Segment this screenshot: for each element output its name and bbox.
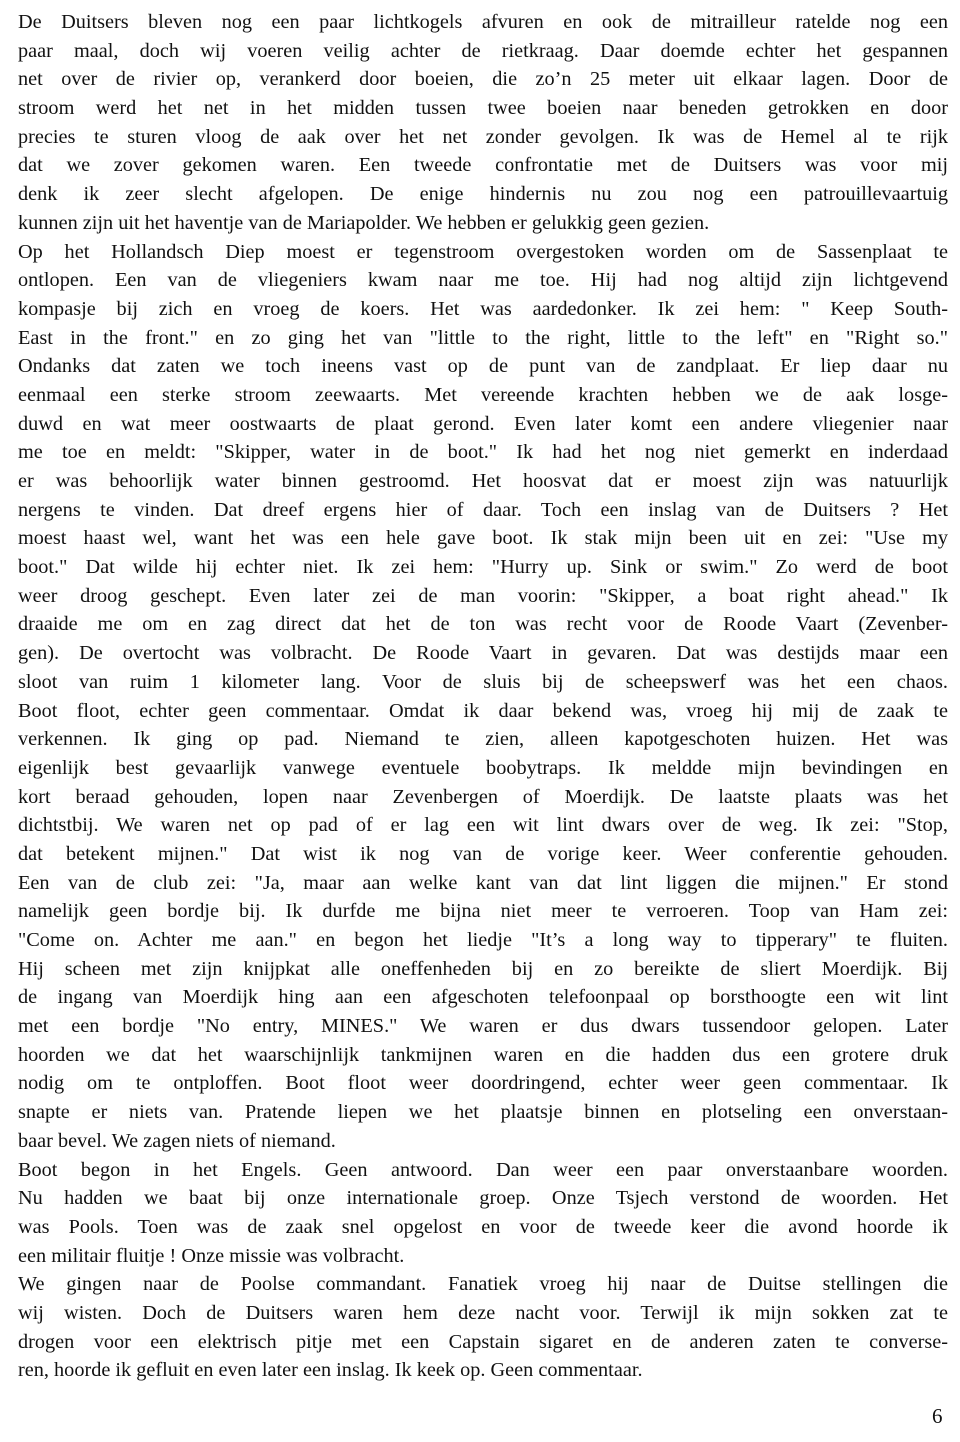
text-line: Op het Hollandsch Diep moest er tegenstroom overgestoken worden om de Sassenplaat te — [18, 240, 948, 263]
text-line: drogen voor een elektrisch pitje met een Capstain sigaret en de anderen zaten te converse- — [18, 1330, 948, 1353]
text-line: dichtstbij. We waren net op pad of er lag een wit lint dwars over de weg. Ik zei: "Stop, — [18, 814, 948, 837]
text-line: eenmaal een sterke stroom zeewaarts. Met vereende krachten hebben we de aak losge- — [18, 383, 948, 406]
text-line: nergens te vinden. Dat dreef ergens hier of daar. Toch een inslag van de Duitsers ? Het — [18, 498, 948, 521]
text-line: kort beraad gehouden, lopen naar Zevenbergen of Moerdijk. De laatste plaats was het — [18, 785, 948, 808]
text-line: de ingang van Moerdijk hing aan een afgeschoten telefoonpaal op borsthoogte een wit lint — [18, 986, 948, 1009]
text-line: verkennen. Ik ging op pad. Niemand te zien, alleen kapotgeschoten huizen. Het was — [18, 728, 948, 751]
text-line: ren, hoorde ik gefluit en even later een inslag. Ik keek op. Geen commentaar. — [18, 1359, 643, 1382]
body-text — [18, 8, 948, 1385]
text-line: wij wisten. Doch de Duitsers waren hem deze nacht voor. Terwijl ik mijn sokken zat te — [18, 1301, 948, 1324]
text-line: net over de rivier op, verankerd door boeien, die zo’n 25 meter uit elkaar lagen. Door de — [18, 68, 948, 91]
text-line: namelijk geen bordje bij. Ik durfde me bijna niet meer te verroeren. Toop van Ham zei: — [18, 900, 948, 923]
text-line: East in the front." en zo ging het van "little to the right, little to the left" en "Right so." — [18, 326, 948, 349]
text-line: nodig om te ontploffen. Boot floot weer doordringend, echter weer geen commentaar. Ik — [18, 1072, 948, 1095]
text-line: kunnen zijn uit het haventje van de Mariapolder. We hebben er gelukkig geen gezien. — [18, 211, 710, 234]
text-line: met een bordje "No entry, MINES." We waren er dus dwars tussendoor gelopen. Later — [18, 1015, 948, 1038]
text-line: hoorden we dat het waarschijnlijk tankmijnen waren en die hadden dus een grotere druk — [18, 1043, 948, 1066]
text-line: duwd en wat meer oostwaarts de plaat gerond. Even later komt een andere vliegenier naar — [18, 412, 948, 435]
text-line: gen). De overtocht was volbracht. De Roode Vaart in gevaren. Dat was destijds maar een — [18, 642, 948, 665]
text-line: ontlopen. Een van de vliegeniers kwam naar me toe. Hij had nog altijd zijn lichtgevend — [18, 269, 948, 292]
text-line: Hij scheen met zijn knijpkat alle oneffenheden bij en zo bereikte de sliert Moerdijk. Bij — [18, 957, 948, 980]
text-line: weer droog geschept. Even later zei de man voorin: "Skipper, a boat right ahead." Ik — [18, 584, 948, 607]
text-line: "Come on. Achter me aan." en begon het liedje "It’s a long way to tipperary" te fluiten. — [18, 929, 948, 951]
page-number: 6 — [932, 1404, 943, 1428]
text-line: denk ik zeer slecht afgelopen. De enige hindernis nu zou nog een patrouillevaartuig — [18, 183, 948, 206]
text-line: Ondanks dat zaten we toch ineens vast op de punt van de zandplaat. Er liep daar nu — [18, 355, 948, 378]
text-line: dat betekent mijnen." Dat wist ik nog van de vorige keer. Weer conferentie gehouden. — [18, 842, 948, 865]
text-line: precies te sturen vloog de aak over het net zonder gevolgen. Ik was de Hemel al te rijk — [18, 125, 948, 148]
text-line: Boot floot, echter geen commentaar. Omdat ik daar bekend was, vroeg hij mij de zaak te — [18, 699, 948, 722]
text-line: draaide me om en zag direct dat het de ton was recht voor de Roode Vaart (Zevenber- — [18, 613, 948, 636]
text-line: Boot begon in het Engels. Geen antwoord. Dan weer een paar onverstaanbare woorden. — [18, 1158, 948, 1181]
text-line: boot." Dat wilde hij echter niet. Ik zei hem: "Hurry up. Sink or swim." Zo werd de boot — [18, 556, 948, 579]
text-line: dat we zover gekomen waren. Een tweede confrontatie met de Duitsers was voor mij — [18, 154, 948, 177]
text-line: me toe en meldt: "Skipper, water in de boot." Ik had het nog niet gemerkt en inderdaad — [18, 441, 948, 464]
text-line: stroom werd het net in het midden tussen twee boeien naar beneden getrokken en door — [18, 97, 948, 120]
text-line: er was behoorlijk water binnen gestroomd. Het hoosvat dat er moest zijn was natuurlijk — [18, 470, 948, 492]
text-line: Een van de club zei: "Ja, maar aan welke kant van dat lint liggen die mijnen." Er stond — [18, 871, 948, 894]
text-line: een militair fluitje ! Onze missie was volbracht. — [18, 1244, 405, 1267]
text-line: was Pools. Toen was de zaak snel opgelost en voor de tweede keer die avond hoorde ik — [18, 1215, 948, 1238]
text-line: We gingen naar de Poolse commandant. Fanatiek vroeg hij naar de Duitse stellingen die — [18, 1273, 948, 1296]
text-line: baar bevel. We zagen niets of niemand. — [18, 1129, 336, 1152]
text-line: Nu hadden we baat bij onze internationale groep. Onze Tsjech verstond de woorden. Het — [18, 1187, 948, 1210]
text-line: De Duitsers bleven nog een paar lichtkogels afvuren en ook de mitrailleur ratelde nog een — [18, 11, 948, 33]
text-line: eigenlijk best gevaarlijk vanwege eventuele boobytraps. Ik meldde mijn bevindingen en — [18, 756, 948, 779]
text-line: sloot van ruim 1 kilometer lang. Voor de sluis bij de scheepswerf was het een chaos. — [18, 670, 948, 693]
text-line: moest haast wel, want het was een hele gave boot. Ik stak mijn been uit en zei: "Use my — [18, 527, 948, 550]
text-line: snapte er niets van. Pratende liepen we het plaatsje binnen en plotseling een onverstaan- — [18, 1101, 948, 1124]
text-line: paar maal, doch wij voeren veilig achter de rietkraag. Daar doemde echter het gespannen — [18, 39, 948, 62]
text-line: kompasje bij zich en vroeg de koers. Het was aardedonker. Ik zei hem: " Keep South- — [18, 297, 948, 320]
